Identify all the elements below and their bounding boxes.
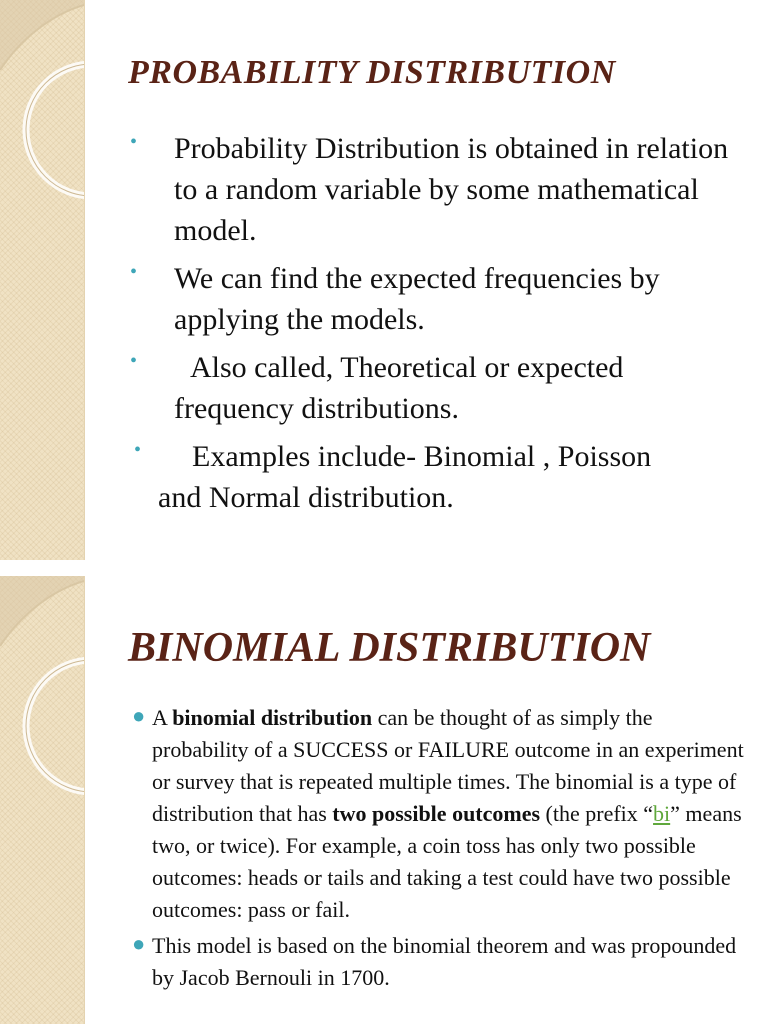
page-title: BINOMIAL DISTRIBUTION xyxy=(128,625,651,671)
bullet-dot-icon: • xyxy=(134,439,142,461)
list-item xyxy=(130,436,750,518)
bullet-dot-icon: • xyxy=(130,261,138,283)
list-item xyxy=(130,258,750,340)
bullet-text: can be thought of as simply the probability of a SUCCESS or FAILURE outcome in an experiment or survey that is repeated multiple times. The binomial is a type of distribution that has xyxy=(152,705,744,826)
bullet-text: ” means two, or twice). For example, a coin toss has only two possible outcomes: heads or tails and taking a test could have two possible outcomes: pass or fail. xyxy=(152,801,742,922)
bullet-text-continued: and Normal distribution. xyxy=(158,481,454,514)
bullet-text: We can find the expected frequencies by applying the models. xyxy=(174,262,660,336)
bullet-dot-icon: • xyxy=(130,131,138,153)
bullet-list xyxy=(132,702,752,998)
list-item xyxy=(132,930,752,994)
list-item xyxy=(132,702,752,926)
decorative-side-strip xyxy=(0,0,85,560)
bullet-text: Also called, Theoretical or expected xyxy=(190,351,624,384)
bi-link[interactable]: bi xyxy=(653,801,671,826)
bullet-dot-icon: • xyxy=(130,350,138,372)
bullet-text-continued: frequency distributions. xyxy=(174,392,459,425)
slide-binomial-distribution xyxy=(0,576,768,1024)
decorative-rings-icon xyxy=(0,0,84,560)
bullet-text: Probability Distribution is obtained in relation to a random variable by some mathematical model. xyxy=(174,132,729,247)
bullet-text: (the prefix “ xyxy=(540,801,654,826)
bullet-text: Examples include- Binomial , Poisson xyxy=(192,440,652,473)
slide-separator xyxy=(0,560,768,576)
page-title: PROBABILITY DISTRIBUTION xyxy=(128,54,616,91)
bullet-dot-icon: ● xyxy=(132,703,146,728)
bold-term: binomial distribution xyxy=(172,705,373,730)
decorative-side-strip xyxy=(0,576,85,1024)
bullet-dot-icon: ● xyxy=(132,931,146,956)
list-item xyxy=(130,347,750,429)
bullet-text: A xyxy=(152,705,173,730)
bullet-text: This model is based on the binomial theorem and was propounded by Jacob Bernouli in 1700. xyxy=(152,933,737,990)
decorative-rings-icon xyxy=(0,576,84,1024)
bullet-list xyxy=(130,128,750,525)
list-item xyxy=(130,128,750,251)
bold-term: two possible outcomes xyxy=(332,801,541,826)
